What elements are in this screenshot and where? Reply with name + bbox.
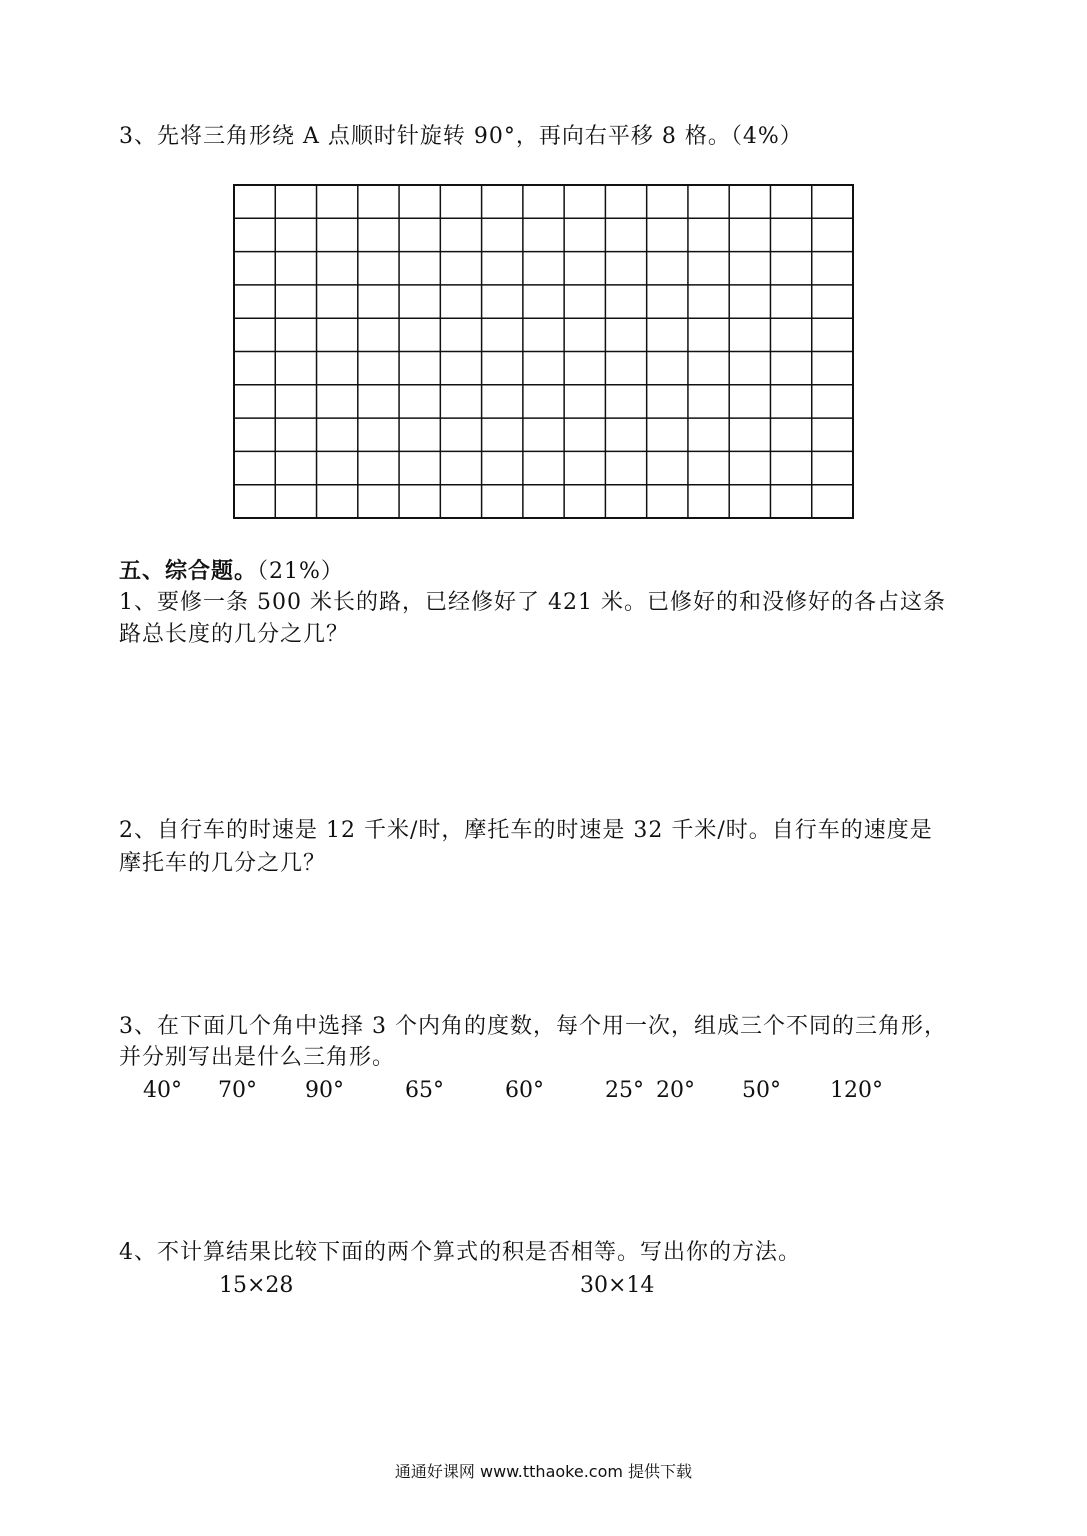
problem-1-line-2: 路总长度的几分之几？	[119, 622, 350, 647]
angle-option: 60°	[505, 1078, 544, 1103]
problem-3-line-2: 并分别写出是什么三角形。	[119, 1045, 396, 1070]
angle-option: 50°	[742, 1078, 781, 1103]
angle-option: 20°	[656, 1078, 695, 1103]
problem-2-line-2: 摩托车的几分之几？	[119, 851, 327, 876]
section-5-score: （21%）	[257, 559, 344, 584]
problem-3-line-1: 3、在下面几个角中选择 3 个内角的度数，每个用一次，组成三个不同的三角形，	[119, 1014, 947, 1039]
problem-1-line-1: 1、要修一条 500 米长的路，已经修好了 421 米。已修好的和没修好的各占这条	[119, 590, 946, 615]
section-5-heading: 五、综合题。	[119, 558, 258, 584]
angle-option: 25°	[605, 1078, 644, 1103]
problem-2-line-1: 2、自行车的时速是 12 千米/时，摩托车的时速是 32 千米/时。自行车的速度是	[119, 818, 933, 843]
section-5-title	[119, 556, 344, 587]
angle-option: 40°	[143, 1078, 182, 1103]
angle-option: 70°	[218, 1078, 257, 1103]
square-grid	[233, 184, 854, 519]
problem-4-line-1: 4、不计算结果比较下面的两个算式的积是否相等。写出你的方法。	[119, 1240, 801, 1265]
angle-option: 65°	[405, 1078, 444, 1103]
question-3-rotate-instruction: 3、先将三角形绕 A 点顺时针旋转 90°，再向右平移 8 格。（4%）	[119, 124, 803, 149]
angle-option: 120°	[830, 1078, 883, 1103]
footer-credit: 通通好课网 www.tthaoke.com 提供下载	[394, 1462, 693, 1481]
expression-left: 15×28	[219, 1273, 294, 1298]
angle-option: 90°	[305, 1078, 344, 1103]
expression-right: 30×14	[580, 1273, 655, 1298]
